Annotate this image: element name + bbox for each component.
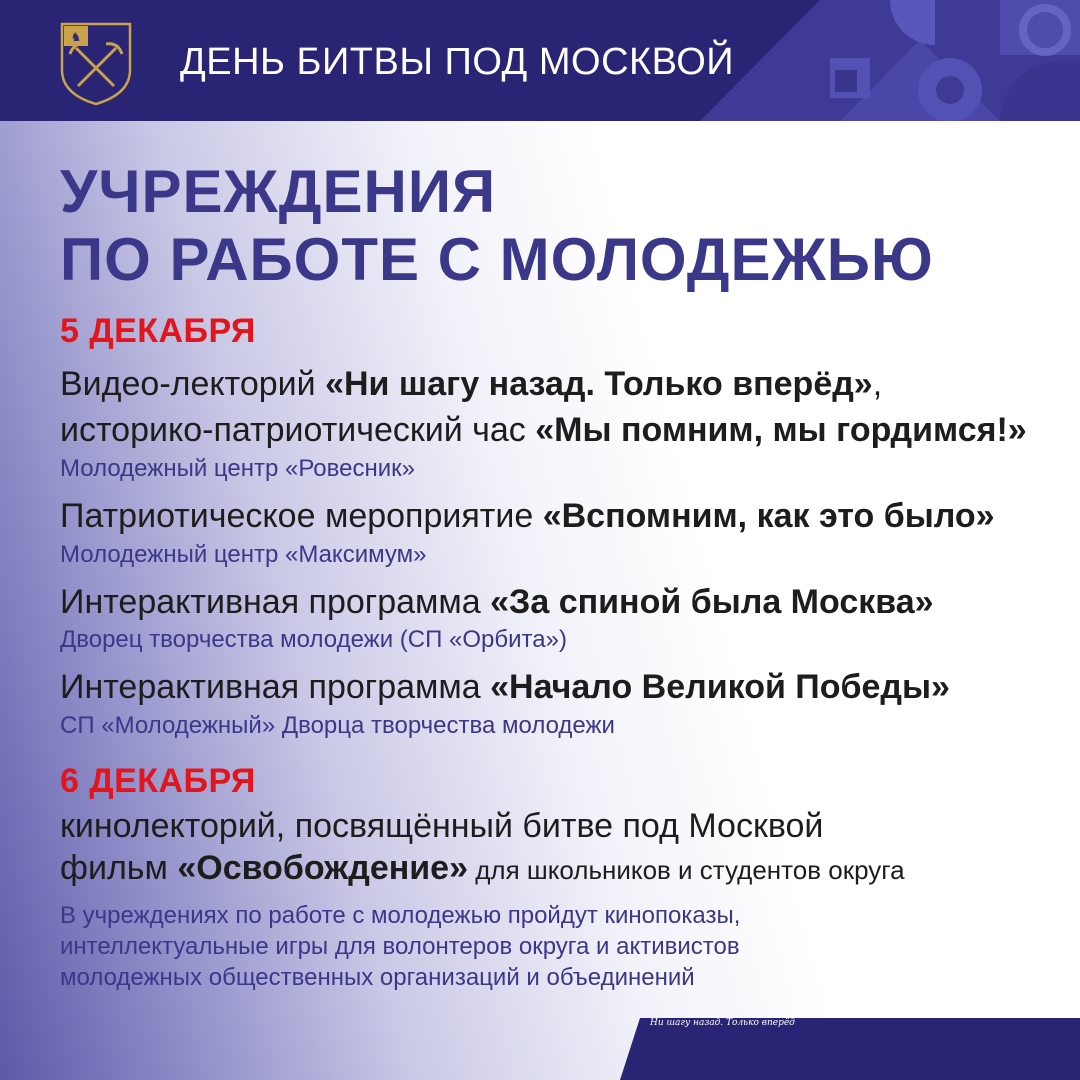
event-line xyxy=(60,410,1027,450)
event-type: Видео-лекторий xyxy=(60,365,326,403)
info-note-line: интеллектуальные игры для волонтеров округа и активистов xyxy=(60,933,740,960)
event-line xyxy=(60,496,995,536)
event-suffix: , xyxy=(872,365,883,403)
event-line xyxy=(60,364,882,404)
info-note-line: В учреждениях по работе с молодежью пройдут кинопоказы, xyxy=(60,902,741,929)
event-type: Патриотическое мероприятие xyxy=(60,497,543,535)
event-name: «Ни шагу назад. Только вперёд» xyxy=(325,365,873,403)
venue-label: Дворец творчества молодежи (СП «Орбита») xyxy=(60,626,567,653)
event-type: фильм xyxy=(60,849,178,887)
svg-text:♞: ♞ xyxy=(70,30,82,44)
footer-bar xyxy=(0,1018,1080,1080)
event-name: «Освобождение» xyxy=(177,849,469,887)
event-name: «Мы помним, мы гордимся!» xyxy=(535,411,1027,449)
coat-of-arms-icon xyxy=(56,14,136,106)
event-line xyxy=(60,582,934,622)
header-decoration xyxy=(700,0,1080,121)
event-name: «Вспомним, как это было» xyxy=(542,497,995,535)
page-title-line: ПО РАБОТЕ С МОЛОДЕЖЬЮ xyxy=(60,226,934,293)
header-bar xyxy=(0,0,1080,121)
event-audience: для школьников и студентов округа xyxy=(468,855,905,885)
date-heading: 5 ДЕКАБРЯ xyxy=(60,312,256,350)
event-line: кинолекторий, посвящённый битве под Москвой xyxy=(60,807,824,845)
venue-label: Молодежный центр «Ровесник» xyxy=(60,455,415,482)
page-title xyxy=(60,158,934,294)
header-title: ДЕНЬ БИТВЫ ПОД МОСКВОЙ xyxy=(180,41,735,83)
event-name: «За спиной была Москва» xyxy=(490,583,934,621)
event-type: Интерактивная программа xyxy=(60,583,491,621)
event-type: историко-патриотический час xyxy=(60,411,536,449)
info-note-line: молодежных общественных организаций и объединений xyxy=(60,964,695,991)
event-type: Интерактивная программа xyxy=(60,668,491,706)
page-title-line: УЧРЕЖДЕНИЯ xyxy=(60,158,497,225)
event-name: «Начало Великой Победы» xyxy=(490,668,950,706)
venue-label: Молодежный центр «Максимум» xyxy=(60,541,427,568)
event-line xyxy=(60,667,950,707)
info-note xyxy=(60,900,740,993)
event-line xyxy=(60,848,905,890)
footer-tagline: Ни шагу назад. Только вперёд xyxy=(650,1018,795,1028)
date-heading: 6 ДЕКАБРЯ xyxy=(60,762,256,800)
venue-label: СП «Молодежный» Дворца творчества молодежи xyxy=(60,712,615,739)
